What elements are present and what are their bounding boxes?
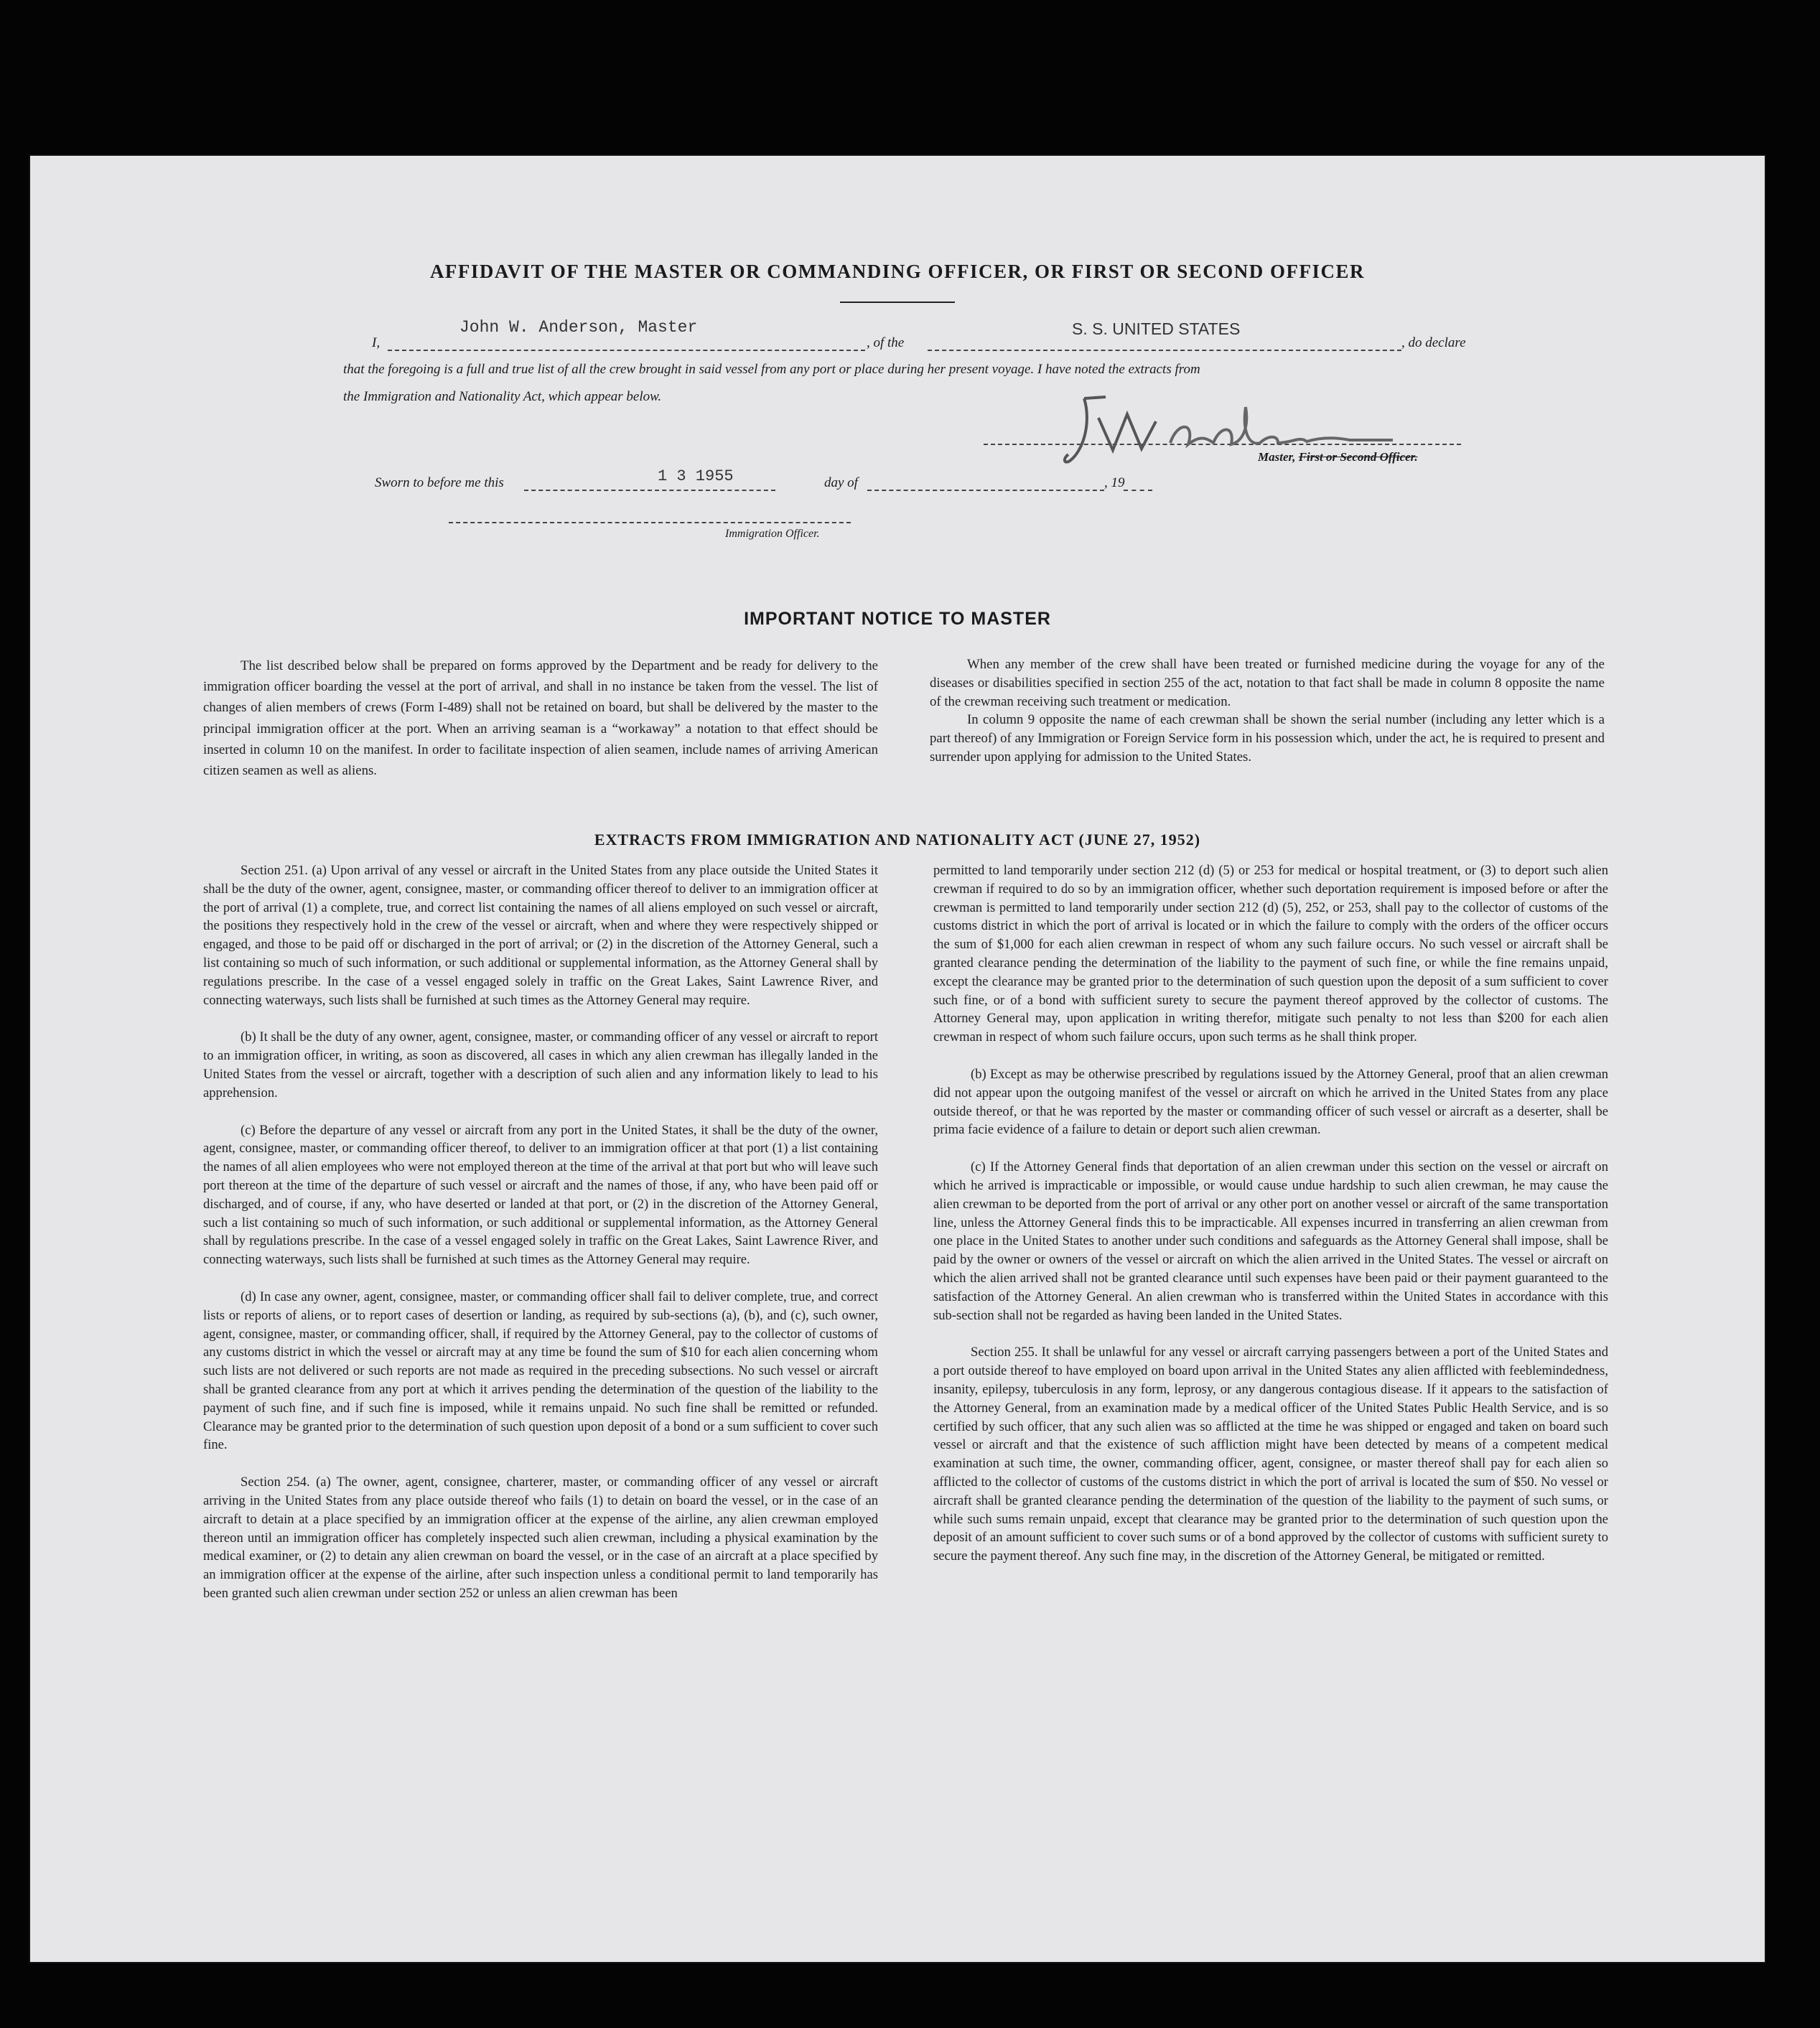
sworn-date-line bbox=[524, 490, 775, 491]
notice-left-paragraph: The list described below shall be prepared on forms approved by the Department and be ready for delivery to the immigration officer boarding the vessel at the port of arrival, and shall in no instance be taken from the vessel. The list of changes of alien members of crews (Form I-489) shall not be retained on board, but shall be delivered by the master to the principal immigration officer at the port. When an arriving seaman is a “workaway” a notation to that effect should be inserted in column 10 on the manifest. In order to facilitate inspection of alien seamen, include names of arriving American citizen seamen as well as aliens. bbox=[203, 658, 878, 779]
title-underline bbox=[840, 302, 955, 303]
notice-right-paragraph-1: When any member of the crew shall have been treated or furnished medicine during the voyage for any of the diseases or disabilities specified in section 255 of the act, notation to that fact shall be made in column 8 opposite the name of the crewman receiving such treatment or medication. bbox=[930, 657, 1605, 709]
affidavit-title: AFFIDAVIT OF THE MASTER OR COMMANDING OFFICER, OR FIRST OR SECOND OFFICER bbox=[429, 261, 1366, 282]
section-254a-continued: permitted to land temporarily under section 212 (d) (5) or 253 for medical or hospital treatment, or (3) to deport such alien crewman if required to do so by an immigration officer, whether such deportation requirement is imposed before or after the crewman is permitted to land temporarily under section 212 (d) (5), 252, or 253, shall pay to the collector of customs of the customs district in which the port of arrival is located or in which the failure to comply with the orders of the officer occurs the sum of $1,000 for each alien crewman in respect of whom any such failure occurs. No such vessel or aircraft shall be granted clearance pending the determination of the liability to the payment of such fine, or while the fine remains unpaid, except the clearance may be granted prior to the determination of such question upon the deposit of a sum sufficient to cover such fine, or of a bond with sufficient surety to secure the payment thereof approved by the collector of customs. The Attorney General may, upon application in writing therefor, mitigate such penalty to not less than $200 for each alien crewman in respect of whom such failure occurs, upon such terms as he shall think proper. bbox=[933, 863, 1608, 1045]
section-251a: Section 251. (a) Upon arrival of any vessel or aircraft in the United States from any place outside the United States it shall be the duty of the owner, agent, consignee, master, or commanding officer thereof to deliver to an immigration officer at the port of arrival (1) a complete, true, and correct list containing the names of all aliens employed on such vessel or aircraft, the positions they respectively hold in the crew of the vessel or aircraft, when and where they were respectively shipped or engaged, and those to be paid off or discharged in the port of arrival; or (2) in the discretion of the Attorney General, such a list containing so much of such information, or such additional or supplemental information, as the Attorney General shall by regulations prescribe. In the case of a vessel engaged solely in traffic on the Great Lakes, Saint Lawrence River, and connecting waterways, such lists shall be furnished at such times as the Attorney General may require. bbox=[203, 863, 878, 1008]
day-of-label: day of bbox=[824, 475, 858, 490]
sworn-label: Sworn to before me this bbox=[375, 475, 504, 490]
signature-caption bbox=[1258, 450, 1418, 464]
section-254c: (c) If the Attorney General finds that deportation of an alien crewman under this section on the vessel or aircraft on which he arrived is impracticable or impossible, or would cause undue hardship to such alien crewman, he may cause the alien crewman to be deported from the port of arrival or any other port on another vessel or aircraft of the same transportation line, unless the Attorney General finds this to be impracticable. All expenses incurred in transferring an alien crewman from one place in the United States to another under such conditions and safeguards as the Attorney General shall impose, shall be paid by the owner or owners of the vessel or aircraft on which the alien arrived in the United States. The vessel or aircraft on which the alien arrived shall not be granted clearance until such expenses have been paid or their payment guaranteed to the satisfaction of the Attorney General. An alien crewman who is transferred within the United States in accordance with this sub-section shall not be regarded as having been landed in the United States. bbox=[933, 1159, 1608, 1323]
immigration-officer-line bbox=[449, 522, 851, 523]
do-declare-label: , do declare bbox=[1401, 335, 1466, 350]
statement-line-1: that the foregoing is a full and true list of all the crew brought in said vessel from any port or place during her present voyage. I have noted the extracts from bbox=[343, 362, 1200, 377]
name-line bbox=[388, 350, 865, 351]
of-the-label: , of the bbox=[867, 335, 905, 350]
section-251d: (d) In case any owner, agent, consignee, master, or commanding officer shall fail to deliver complete, true, and correct lists or reports of aliens, or to report cases of desertion or landing, as required by sub-sections (a), (b), and (c), such owner, agent, consignee, master, or commanding officer, shall, if required by the Attorney General, pay to the collector of customs of any customs district in which the vessel or aircraft may at any time be found the sum of $10 for each alien concerning whom such lists are not delivered or such reports are not made as required in the preceding subsections. No such vessel or aircraft shall be granted clearance from any port at which it arrives pending the determination of the question of the liability to the payment of such fine, and if such fine is imposed, while it remains unpaid. No such fine shall be remitted or refunded. Clearance may be granted prior to the determination of such question upon deposit of a bond or a sum sufficient to cover such fine. bbox=[203, 1289, 878, 1453]
year-label: , 19 bbox=[1104, 475, 1125, 490]
sworn-date: 1 3 1955 bbox=[658, 467, 734, 485]
signature-caption-struck: First or Second Officer. bbox=[1298, 450, 1418, 464]
vessel-line bbox=[928, 350, 1401, 351]
i-label: I, bbox=[372, 335, 381, 350]
month-line bbox=[867, 490, 1104, 491]
section-251c: (c) Before the departure of any vessel or aircraft from any port in the United States, it shall be the duty of the owner, agent, consignee, master, or commanding officer thereof, to deliver to an immigration officer at that port (1) a list containing the names of all alien employees who were not employed thereon at the time of the arrival at that port but who will leave such port thereon at the time of the departure of such vessel or aircraft and the names of those, if any, who have been paid off or discharged, and of course, if any, who have deserted or landed at that port, or (2) in the discretion of the Attorney General, such a list containing so much of such information, or such additional or supplemental information, as the Attorney General shall by regulations prescribe. In the case of a vessel engaged solely in traffic on the Great Lakes, Saint Lawrence River, and connecting waterways, such lists shall be furnished at such times as the Attorney General may require. bbox=[203, 1122, 878, 1268]
notice-right-column bbox=[930, 655, 1605, 767]
extracts-title: EXTRACTS FROM IMMIGRATION AND NATIONALITY ACT (JUNE 27, 1952) bbox=[594, 831, 1201, 849]
extracts-right-column bbox=[933, 861, 1608, 1566]
statement-line-2: the Immigration and Nationality Act, which appear below. bbox=[343, 389, 662, 404]
notice-title: IMPORTANT NOTICE TO MASTER bbox=[744, 609, 1051, 629]
section-254b: (b) Except as may be otherwise prescribed by regulations issued by the Attorney General, proof that an alien crewman did not appear upon the outgoing manifest of the vessel or aircraft on which he arrived in the United States from any place outside thereof, or that he was reported by the master or commanding officer of such vessel or aircraft as a deserter, shall be prima facie evidence of a failure to detain or deport such alien crewman. bbox=[933, 1066, 1608, 1138]
signature-caption-prefix: Master, bbox=[1258, 450, 1299, 464]
immigration-officer-label: Immigration Officer. bbox=[725, 528, 820, 540]
year-line bbox=[1124, 490, 1152, 491]
document-page bbox=[29, 154, 1766, 1963]
extracts-left-column bbox=[203, 861, 878, 1603]
notice-left-column bbox=[203, 655, 878, 781]
section-255: Section 255. It shall be unlawful for any vessel or aircraft carrying passengers between a port of the United States and a port outside thereof to have employed on board upon arrival in the United States any alien afflicted with feeblemindedness, insanity, epilepsy, tuberculosis in any form, leprosy, or any dangerous contagious disease. If it appears to the satisfaction of the Attorney General, from an examination made by a medical officer of the United States Public Health Service, and is so certified by such officer, that any such alien was so afflicted at the time he was shipped or engaged and taken on board such vessel or aircraft and that the existence of such affliction might have been detected by means of a competent medical examination at such time, the owner, commanding officer, agent, consignee, or master thereof shall pay for each alien so afflicted to the collector of customs of the customs district in which the port of arrival is located the sum of $50. No vessel or aircraft shall be granted clearance pending the determination of the question of the liability to the payment of such sums, or while such sums remain unpaid, except that clearance may be granted prior to the determination of such question upon the deposit of an amount sufficient to cover such sums or of a bond approved by the collector of customs with sufficient surety to secure the payment thereof. Any such fine may, in the discretion of the Attorney General, be mitigated or remitted. bbox=[933, 1345, 1608, 1564]
notice-right-paragraph-2: In column 9 opposite the name of each crewman shall be shown the serial number (including any letter which is a part thereof) of any Immigration or Foreign Service form in his possession which, under the act, he is required to present and surrender upon applying for admission to the United States. bbox=[930, 712, 1605, 765]
officer-name: John W. Anderson, Master bbox=[459, 318, 698, 337]
section-251b: (b) It shall be the duty of any owner, agent, consignee, master, or commanding officer of any vessel or aircraft to report to an immigration officer, in writing, as soon as discovered, all cases in which any alien crewman has illegally landed in the United States from the vessel or aircraft, together with a description of such alien and any information likely to lead to his apprehension. bbox=[203, 1029, 878, 1101]
section-254a: Section 254. (a) The owner, agent, consignee, charterer, master, or commanding officer of any vessel or aircraft arriving in the United States from any place outside thereof who fails (1) to detain on board the vessel, or in the case of an aircraft to detain at a place specified by an immigration officer at the expense of the airline, any alien crewman employed thereon until an immigration officer has completely inspected such alien crewman, including a physical examination by the medical examiner, or (2) to detain any alien crewman on board the vessel, or in the case of an aircraft at a place specified by an immigration officer at the expense of the airline, after such inspection unless a conditional permit to land temporarily has been granted such alien crewman under section 252 or unless an alien crewman has been bbox=[203, 1475, 878, 1601]
vessel-name: S. S. UNITED STATES bbox=[1072, 319, 1241, 338]
